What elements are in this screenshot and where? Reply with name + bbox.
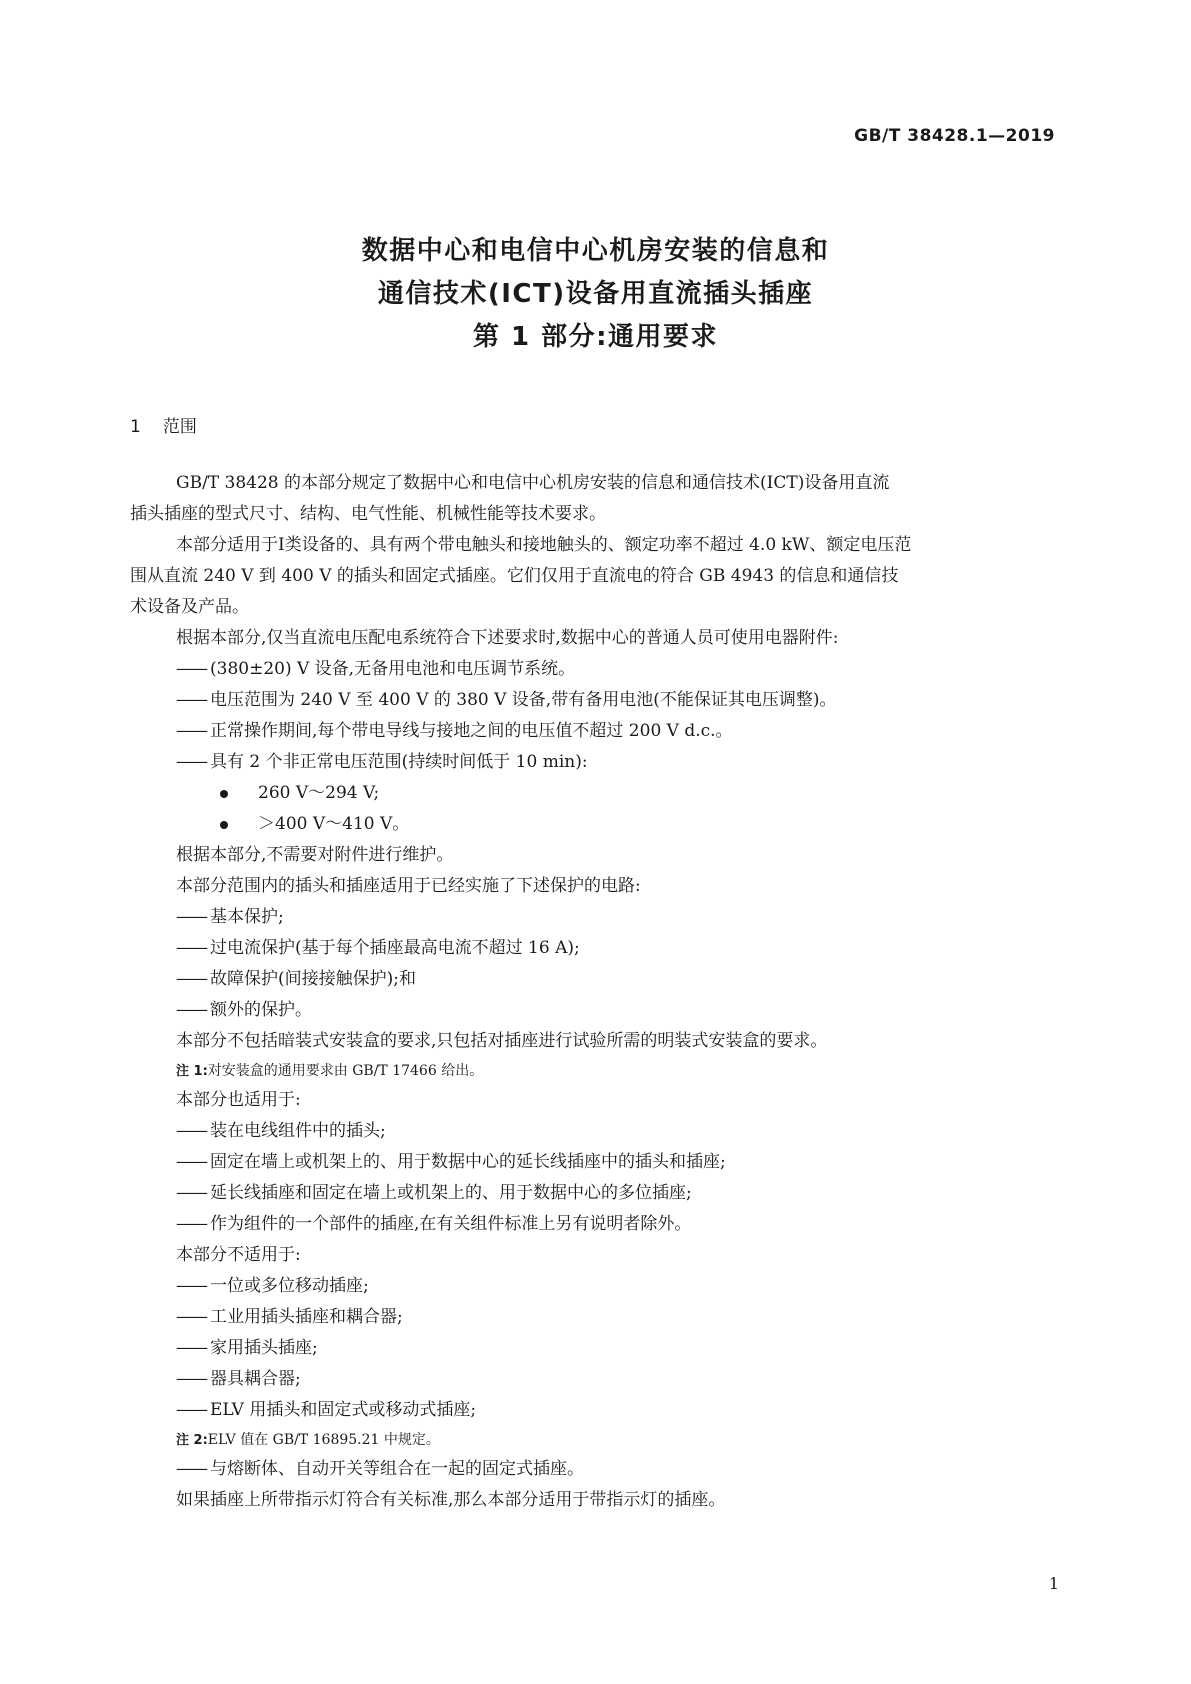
paragraph-line: GB/T 38428 的本部分规定了数据中心和电信中心机房安装的信息和通信技术(ICT)设备用直流: [176, 473, 890, 493]
paragraph-line: 围从直流 240 V 到 400 V 的插头和固定式插座。它们仅用于直流电的符合 GB 4943 的信息和通信技: [130, 566, 899, 586]
dash-item-text: 工业用插头插座和耦合器;: [210, 1307, 403, 1327]
paragraph-line: 本部分不适用于:: [176, 1245, 301, 1265]
dash-item-text: 基本保护;: [210, 907, 284, 927]
dash-mark: ——: [176, 938, 206, 958]
dash-mark: ——: [176, 1369, 206, 1389]
dash-item: [176, 1209, 1062, 1240]
note-2: [176, 1426, 1062, 1454]
dash-item: [176, 1454, 1062, 1485]
bullet-item: [176, 809, 1062, 840]
paragraph-line: 根据本部分,仅当直流电压配电系统符合下述要求时,数据中心的普通人员可使用电器附件:: [176, 628, 839, 648]
dash-item-text: 固定在墙上或机架上的、用于数据中心的延长线插座中的插头和插座;: [210, 1152, 726, 1172]
dash-mark: ——: [176, 659, 206, 679]
dash-item-text: 延长线插座和固定在墙上或机架上的、用于数据中心的多位插座;: [210, 1183, 692, 1203]
dash-item: [176, 1364, 1062, 1395]
dash-mark: ——: [176, 1121, 206, 1141]
dash-item: [176, 685, 1062, 716]
dash-mark: ——: [176, 721, 206, 741]
dash-item-text: 器具耦合器;: [210, 1369, 301, 1389]
section-heading: [130, 412, 197, 437]
dash-item-text: 故障保护(间接接触保护);和: [210, 969, 416, 989]
paragraph-line: 插头插座的型式尺寸、结构、电气性能、机械性能等技术要求。: [130, 504, 606, 524]
dash-item: [176, 1116, 1062, 1147]
bullet-item-text: 260 V～294 V;: [258, 783, 380, 803]
dash-mark: ——: [176, 752, 206, 772]
dash-item: [176, 995, 1062, 1026]
standard-code: GB/T 38428.1—2019: [854, 126, 1055, 146]
paragraph-line: 本部分也适用于:: [176, 1090, 301, 1110]
dash-item-text: (380±20) V 设备,无备用电池和电压调节系统。: [210, 659, 576, 679]
dash-item: [176, 747, 1062, 778]
paragraph-line: 本部分不包括暗装式安装盒的要求,只包括对插座进行试验所需的明装式安装盒的要求。: [176, 1031, 828, 1051]
section-title: 范围: [162, 417, 197, 437]
dash-mark: ——: [176, 1276, 206, 1296]
paragraph-line: 本部分范围内的插头和插座适用于已经实施了下述保护的电路:: [176, 876, 641, 896]
paragraph-line: 术设备及产品。: [130, 597, 249, 617]
note-text: 对安装盒的通用要求由 GB/T 17466 给出。: [207, 1063, 484, 1079]
dash-mark: ——: [176, 1459, 206, 1479]
paragraph-line: 本部分适用于Ⅰ类设备的、具有两个带电触头和接地触头的、额定功率不超过 4.0 kW、额定电压范: [176, 535, 912, 555]
dash-item-text: 正常操作期间,每个带电导线与接地之间的电压值不超过 200 V d.c.。: [210, 721, 733, 741]
dash-item-text: 额外的保护。: [210, 1000, 312, 1020]
dash-item-text: 具有 2 个非正常电压范围(持续时间低于 10 min):: [210, 752, 588, 772]
dash-mark: ——: [176, 1000, 206, 1020]
dash-mark: ——: [176, 1214, 206, 1234]
title-line-3: 第 1 部分:通用要求: [472, 322, 719, 352]
note-1: [176, 1057, 1062, 1085]
dash-mark: ——: [176, 690, 206, 710]
bullet-item-text: ＞400 V～410 V。: [258, 814, 410, 834]
dash-item-text: 一位或多位移动插座;: [210, 1276, 369, 1296]
dash-item: [176, 716, 1062, 747]
dash-item-text: 装在电线组件中的插头;: [210, 1121, 386, 1141]
dash-item-text: 与熔断体、自动开关等组合在一起的固定式插座。: [210, 1459, 584, 1479]
dash-item-text: 家用插头插座;: [210, 1338, 318, 1358]
page-number: 1: [1048, 1574, 1059, 1593]
title-line-2: 通信技术(ICT)设备用直流插头插座: [377, 279, 814, 309]
dash-item-text: ELV 用插头和固定式或移动式插座;: [210, 1400, 477, 1420]
note-label: 注 1:: [176, 1064, 208, 1079]
dash-item: [176, 1271, 1062, 1302]
dash-item-text: 过电流保护(基于每个插座最高电流不超过 16 A);: [210, 938, 580, 958]
dash-item: [176, 1178, 1062, 1209]
dash-mark: ——: [176, 1307, 206, 1327]
dash-item: [176, 1333, 1062, 1364]
dash-item: [176, 933, 1062, 964]
dash-item: [176, 1302, 1062, 1333]
dash-mark: ——: [176, 1400, 206, 1420]
dash-item: [176, 654, 1062, 685]
dash-item-text: 作为组件的一个部件的插座,在有关组件标准上另有说明者除外。: [210, 1214, 692, 1234]
dash-item: [176, 964, 1062, 995]
dash-item: [176, 1395, 1062, 1426]
bullet-icon: [220, 821, 228, 829]
paragraph-line: 如果插座上所带指示灯符合有关标准,那么本部分适用于带指示灯的插座。: [176, 1490, 726, 1510]
dash-item-text: 电压范围为 240 V 至 400 V 的 380 V 设备,带有备用电池(不能保证其电压调整)。: [210, 690, 837, 710]
dash-mark: ——: [176, 1183, 206, 1203]
dash-item: [176, 902, 1062, 933]
note-label: 注 2:: [176, 1433, 208, 1448]
section-number: 1: [130, 417, 141, 437]
note-text: ELV 值在 GB/T 16895.21 中规定。: [207, 1432, 440, 1448]
dash-mark: ——: [176, 1338, 206, 1358]
bullet-icon: [220, 790, 228, 798]
title-line-1: 数据中心和电信中心机房安装的信息和: [361, 236, 830, 266]
body-text: [130, 468, 1062, 1516]
paragraph-line: 根据本部分,不需要对附件进行维护。: [176, 845, 454, 865]
bullet-item: [176, 778, 1062, 809]
dash-mark: ——: [176, 1152, 206, 1172]
dash-item: [176, 1147, 1062, 1178]
dash-mark: ——: [176, 969, 206, 989]
dash-mark: ——: [176, 907, 206, 927]
